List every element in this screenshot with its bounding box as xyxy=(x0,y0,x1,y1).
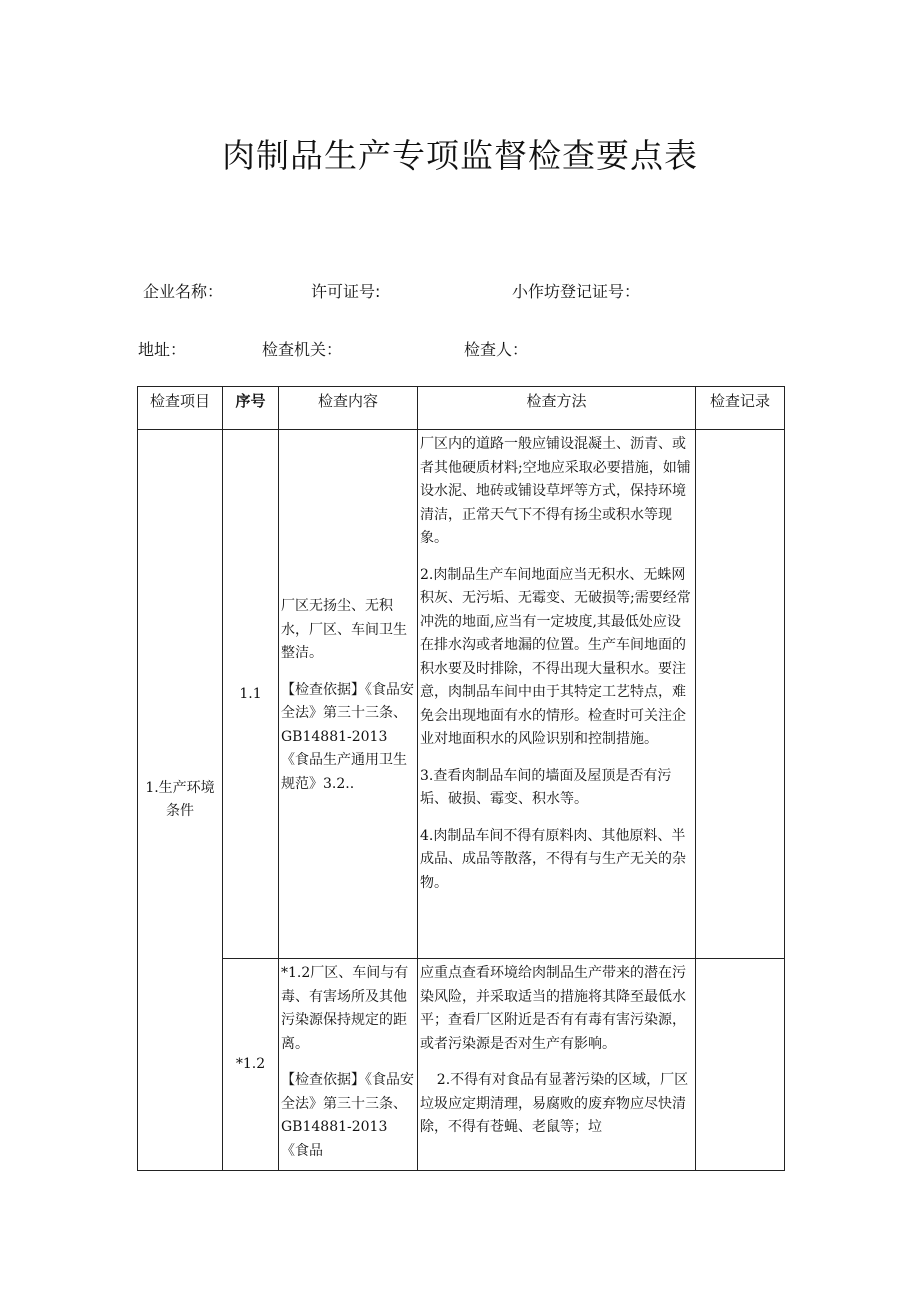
seq-cell: *1.2 xyxy=(223,959,279,1171)
content-text: *1.2厂区、车间与有毒、有害场所及其他污染源保持规定的距离。 xyxy=(281,965,409,1052)
content-cell xyxy=(279,959,418,1171)
record-cell[interactable] xyxy=(696,430,785,959)
inspection-agency-label: 检查机关： xyxy=(262,340,343,359)
inspector-label: 检查人： xyxy=(464,340,529,359)
method-step: 应重点查看环境给肉制品生产带来的潜在污染风险，并采取适当的措施将其降至最低水平；查看厂区附近是否有有毒有害污染源，或者污染源是否对生产有影响。 xyxy=(420,965,686,1052)
method-step: 2.不得有对食品有显著污染的区域，厂区垃圾应定期清理，易腐败的废弃物应尽快清除，不得有苍蝇、老鼠等；垃 xyxy=(420,1072,689,1135)
content-cell xyxy=(279,430,418,959)
header-seq: 序号 xyxy=(223,387,279,430)
record-cell[interactable] xyxy=(696,959,785,1171)
workshop-registration-label: 小作坊登记证号： xyxy=(512,282,641,301)
method-step: 4.肉制品车间不得有原料肉、其他原料、半成品、成品等散落，不得有与生产无关的杂物。 xyxy=(420,827,686,891)
inspection-table xyxy=(137,386,785,1171)
method-cell xyxy=(418,959,696,1171)
table-row xyxy=(138,430,785,959)
method-step: 3.查看肉制品车间的墙面及屋顶是否有污垢、破损、霉变、积水等。 xyxy=(420,767,672,807)
content-basis: 【检查依据】《食品安全法》第三十三条、GB14881-2013《食品生产通用卫生规范》3.2.. xyxy=(281,681,414,792)
header-record: 检查记录 xyxy=(696,387,785,430)
header-method: 检查方法 xyxy=(418,387,696,430)
table-header-row xyxy=(138,387,785,430)
content-text: 厂区无扬尘、无积水，厂区、车间卫生整洁。 xyxy=(281,598,407,661)
header-content: 检查内容 xyxy=(279,387,418,430)
address-label: 地址： xyxy=(138,340,187,359)
page-title: 肉制品生产专项监督检查要点表 xyxy=(222,136,698,175)
seq-cell: 1.1 xyxy=(223,430,279,959)
table-row xyxy=(138,959,785,1171)
header-item: 检查项目 xyxy=(138,387,223,430)
content-basis: 【检查依据】《食品安全法》第三十三条、GB14881-2013《食品 xyxy=(281,1072,414,1159)
category-label: 1.生产环境条件 xyxy=(145,780,215,819)
company-name-label: 企业名称： xyxy=(143,282,224,301)
method-step: 2.肉制品生产车间地面应当无积水、无蛛网积灰、无污垢、无霉变、无破损等;需要经常冲洗的地面,应当有一定坡度,其最低处应设在排水沟或者地漏的位置。生产车间地面的积水要及时排除，不得出现大量积水。要注意，肉制品车间中由于其特定工艺特点，难免会出现地面有水的情形。检查时可关注企业对地面积水的风险识别和控制措施。 xyxy=(420,566,691,747)
license-no-label: 许可证号: xyxy=(311,282,381,301)
category-cell xyxy=(138,430,223,1171)
method-step: 厂区内的道路一般应铺设混凝土、沥青、或者其他硬质材料;空地应采取必要措施，如铺设水泥、地砖或铺设草坪等方式，保持环境清洁，正常天气下不得有扬尘或积水等现象。 xyxy=(420,436,691,546)
method-cell xyxy=(418,430,696,959)
